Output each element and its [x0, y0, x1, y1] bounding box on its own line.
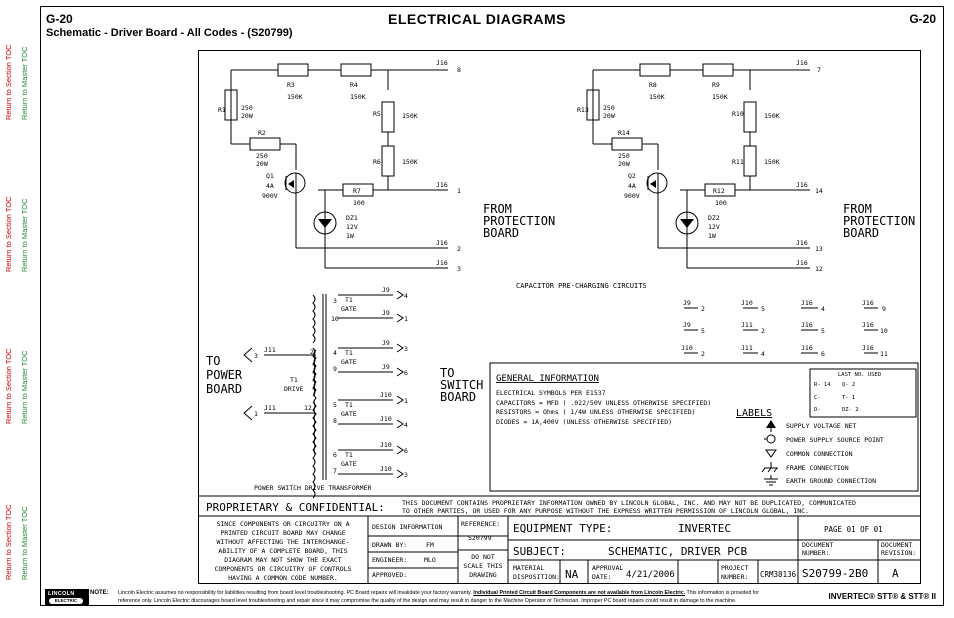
jumper-c3-conn: J16 [801, 344, 813, 352]
return-to-master-toc-link[interactable]: Return to Master TOC [20, 198, 29, 272]
j11-3-label: J11 [264, 346, 276, 354]
q1-label: Q1 [266, 172, 274, 180]
last-used-dz: DZ- 2 [842, 407, 859, 413]
jumper-a1-conn: J9 [683, 299, 691, 307]
gate-conn-b: J9 [382, 363, 390, 371]
document-revision-label: DOCUMENT [881, 541, 913, 549]
dz2-voltage: 12V [708, 223, 720, 231]
jumper-b2-pin: 2 [761, 327, 765, 335]
q2-voltage: 900V [624, 192, 640, 200]
primary-pin-2: 2 [310, 348, 314, 356]
page-number-left: G-20 [46, 12, 73, 26]
jumper-b1-conn: J9 [683, 321, 691, 329]
r1-watt: 20W [241, 112, 253, 120]
no-scale-line: DO NOT [471, 553, 495, 561]
engineer-label: ENGINEER: [372, 556, 408, 564]
jumper-c1-conn: J10 [681, 344, 693, 352]
footer-text-part: This information is provided for reference only. Lincoln Electric discourages board level troubleshooting and repair since it may compromise the quality of the design and may result in danger to the Machine Operator or Technician. Improper PC board repairs could result in damage to the machine. [118, 590, 759, 604]
board-label: BOARD [843, 226, 880, 240]
dz2-power: 1W [708, 232, 716, 240]
gate-conn-a: J9 [382, 339, 390, 347]
last-used-d: D- [814, 407, 821, 413]
proprietary-label: PROPRIETARY & CONFIDENTIAL: [206, 501, 385, 514]
schematic-svg [198, 50, 922, 584]
dz1-power: 1W [346, 232, 354, 240]
document-revision-value: A [892, 567, 899, 580]
r12-label: R12 [713, 187, 725, 195]
project-number-label: NUMBER: [721, 573, 749, 581]
gate-conn-b: J9 [382, 309, 390, 317]
jumper-a3-pin: 4 [821, 305, 825, 313]
document-revision-label: REVISION: [881, 549, 917, 557]
return-to-section-toc-link[interactable]: Return to Section TOC [4, 44, 13, 120]
r5-label: R5 [373, 110, 381, 118]
r8-value: 150K [649, 93, 665, 101]
j16-1-label: J16 [436, 181, 448, 189]
labels-title: LABELS [736, 408, 773, 419]
disclaimer-line: COMPONENTS OR CIRCUITRY OF CONTROLS [214, 565, 352, 573]
jumper-c4-pin: 11 [880, 350, 888, 358]
primary-pin-12: 12 [304, 404, 312, 412]
r6-label: R6 [373, 158, 381, 166]
gate-winding-1 [331, 286, 408, 323]
r10-label: R10 [732, 110, 744, 118]
j16-3-pin: 3 [457, 265, 461, 273]
project-number-value: CRM38136 [760, 570, 797, 579]
r3-label: R3 [287, 81, 295, 89]
reference-value: S20799 [468, 534, 492, 542]
r6-value: 150K [402, 158, 418, 166]
gate-conn-b: J10 [380, 415, 392, 423]
subject-label: SUBJECT: [513, 545, 566, 558]
r1-value: 250 [241, 104, 253, 112]
j16-7-pin: 7 [817, 66, 821, 74]
jumper-connections [681, 299, 888, 358]
from-label: FROM [483, 202, 512, 216]
document-number-value: S20799-2B0 [802, 567, 869, 580]
document-number-label: NUMBER: [802, 549, 830, 557]
j11-3-pin: 3 [254, 352, 258, 360]
jumper-c1-pin: 2 [701, 350, 705, 358]
r13-value: 250 [603, 104, 615, 112]
gate-winding-3 [333, 391, 408, 429]
footer-disclaimer [118, 589, 782, 605]
r2-watt: 20W [256, 160, 268, 168]
logo-text: LINCOLN [48, 591, 75, 597]
j16-14-label: J16 [796, 181, 808, 189]
disclaimer-line: DIAGRAM MAY NOT SHOW THE EXACT [224, 556, 342, 564]
page-subtitle: Schematic - Driver Board - All Codes - (S20799) [46, 27, 293, 39]
dz2-label: DZ2 [708, 214, 720, 222]
gate-conn-b-pin: 6 [404, 369, 408, 377]
general-info-line: ELECTRICAL SYMBOLS PER E1537 [496, 389, 606, 397]
product-name: INVERTEC® STT® & STT® II [828, 592, 936, 601]
label-item: SUPPLY VOLTAGE NET [786, 422, 857, 430]
return-to-master-toc-link[interactable]: Return to Master TOC [20, 350, 29, 424]
lincoln-electric-logo [45, 589, 89, 606]
no-scale-line: SCALE THIS [463, 562, 503, 570]
r12-value: 100 [715, 199, 727, 207]
r7-value: 100 [353, 199, 365, 207]
j16-3-label: J16 [436, 259, 448, 267]
gate-t1-label: T1 [345, 349, 353, 357]
design-info-label: DESIGN INFORMATION [372, 523, 443, 531]
jumper-b4-conn: J16 [862, 321, 874, 329]
return-to-master-toc-link[interactable]: Return to Master TOC [20, 46, 29, 120]
dz1-voltage: 12V [346, 223, 358, 231]
material-label: MATERIAL [513, 564, 545, 572]
footer-note-label: NOTE: [90, 590, 109, 596]
r7-label: R7 [353, 187, 361, 195]
gate-conn-b-pin: 4 [404, 421, 408, 429]
gate-winding-4 [333, 441, 408, 479]
gate-t1-label: T1 [345, 451, 353, 459]
gate-conn-a: J10 [380, 391, 392, 399]
transformer-caption: POWER SWITCH DRIVE TRANSFORMER [254, 484, 372, 492]
jumper-a2-conn: J10 [741, 299, 753, 307]
general-info-line: DIODES = 1A,400V (UNLESS OTHERWISE SPECIFIED) [496, 418, 673, 426]
return-to-master-toc-link[interactable]: Return to Master TOC [20, 506, 29, 580]
j11-1-label: J11 [264, 404, 276, 412]
jumper-c2-pin: 4 [761, 350, 765, 358]
gate-conn-b: J10 [380, 465, 392, 473]
jumper-c3-pin: 6 [821, 350, 825, 358]
r1-label: R1 [218, 106, 226, 114]
j16-7-label: J16 [796, 59, 808, 67]
gate-pin-a: 5 [333, 401, 337, 409]
supply-voltage-icon [766, 420, 776, 428]
material-value: NA [565, 568, 579, 581]
last-used-q: Q- 2 [842, 382, 856, 388]
switch-label: SWITCH [440, 378, 484, 392]
earth-ground-icon [764, 475, 778, 485]
page-title: ELECTRICAL DIAGRAMS [387, 11, 567, 27]
general-info-line: RESISTORS = Ohms ( 1/4W UNLESS OTHERWISE SPECIFIED) [496, 408, 696, 416]
gate-label: GATE [341, 305, 357, 313]
j16-12-pin: 12 [815, 265, 823, 273]
gate-winding-2 [333, 339, 408, 377]
to-label: TO [206, 354, 221, 368]
board-label: BOARD [483, 226, 520, 240]
gate-conn-a: J10 [380, 441, 392, 449]
label-item: FRAME CONNECTION [786, 464, 849, 472]
page-number-right: G-20 [909, 12, 936, 26]
last-used-table [814, 372, 881, 413]
r11-label: R11 [732, 158, 744, 166]
q1-current: 4A [266, 182, 274, 190]
gate-conn-b-pin: 1 [404, 315, 408, 323]
gate-label: GATE [341, 358, 357, 366]
r9-value: 150K [712, 93, 728, 101]
label-item: POWER SUPPLY SOURCE POINT [786, 436, 884, 444]
disclaimer-line: WITHOUT AFFECTING THE INTERCHANGE- [216, 538, 350, 546]
project-number-label: PROJECT [721, 564, 749, 572]
j16-2-pin: 2 [457, 245, 461, 253]
jumper-a4-pin: 9 [882, 305, 886, 313]
r3-value: 150K [287, 93, 303, 101]
disclaimer-line: HAVING A COMMON CODE NUMBER. [228, 574, 338, 582]
j16-2-label: J16 [436, 239, 448, 247]
return-to-section-toc-link[interactable]: Return to Section TOC [4, 504, 13, 580]
gate-label: GATE [341, 460, 357, 468]
gate-conn-a-pin: 4 [404, 292, 408, 300]
toc-sidebar [0, 0, 40, 618]
protection-label: PROTECTION [843, 214, 916, 228]
left-precharge-circuit [218, 59, 555, 273]
from-label: FROM [843, 202, 872, 216]
drive-label: DRIVE [284, 385, 304, 393]
general-information [496, 374, 711, 426]
r14-watt: 20W [618, 160, 630, 168]
r13-watt: 20W [603, 112, 615, 120]
last-used-title: LAST NO. USED [838, 372, 882, 378]
r5-value: 150K [402, 112, 418, 120]
footer-text-part: Lincoln Electric assumes no responsibility for liabilities resulting from board level troubleshooting. PC Board repairs will invalidate your factory warranty. [118, 590, 474, 596]
gate-conn-b-pin: 3 [404, 471, 408, 479]
j16-12-label: J16 [796, 259, 808, 267]
gate-conn-a-pin: 3 [404, 345, 408, 353]
last-used-r: R- 14 [814, 382, 831, 388]
equipment-type-label: EQUIPMENT TYPE: [513, 522, 613, 535]
labels-legend [736, 408, 884, 485]
return-to-section-toc-link[interactable]: Return to Section TOC [4, 348, 13, 424]
jumper-a1-pin: 2 [701, 305, 705, 313]
drawn-by-label: DRAWN BY: [372, 541, 408, 549]
j16-14-pin: 14 [815, 187, 823, 195]
gate-pin-a: 6 [333, 451, 337, 459]
approved-label: APPROVED: [372, 571, 408, 579]
drawn-by-value: FM [426, 541, 434, 549]
reference-label: REFERENCE: [461, 520, 501, 528]
subject-value: SCHEMATIC, DRIVER PCB [608, 545, 748, 558]
disclaimer-line: SINCE COMPONENTS OR CIRCUITRY ON A [216, 520, 350, 528]
gate-pin-a: 4 [333, 349, 337, 357]
engineer-value: MLO [424, 556, 436, 564]
board-label: BOARD [440, 390, 477, 404]
board-label: BOARD [206, 382, 243, 396]
approval-date-value: 4/21/2006 [626, 570, 675, 580]
material-label: DISPOSITION: [513, 573, 560, 581]
jumper-a4-conn: J16 [862, 299, 874, 307]
source-point-icon [767, 435, 775, 443]
footer-text-bold: Individual Printed Circuit Board Components are not available from Lincoln Electric. [473, 590, 686, 596]
frame-connection-icon [762, 462, 778, 472]
label-item: EARTH GROUND CONNECTION [786, 477, 877, 485]
gate-t1-label: T1 [345, 401, 353, 409]
protection-label: PROTECTION [483, 214, 556, 228]
document-number-label: DOCUMENT [802, 541, 834, 549]
proprietary-text: THIS DOCUMENT CONTAINS PROPRIETARY INFORMATION OWNED BY LINCOLN GLOBAL, INC. AND MAY NOT BE DUPLICATED, COMMUNICATED [402, 499, 856, 507]
schematic-drawing [198, 50, 922, 584]
gate-pin-b: 10 [331, 315, 339, 323]
gate-pin-b: 8 [333, 417, 337, 425]
jumper-b3-pin: 5 [821, 327, 825, 335]
r13-label: R13 [577, 106, 589, 114]
r2-value: 250 [256, 152, 268, 160]
j11-1-pin: 1 [254, 410, 258, 418]
q2-label: Q2 [628, 172, 636, 180]
label-item: COMMON CONNECTION [786, 450, 853, 458]
gate-conn-a-pin: 6 [404, 447, 408, 455]
logo-subtext: ELECTRIC [49, 598, 83, 604]
precharge-caption: CAPACITOR PRE-CHARGING CIRCUITS [516, 282, 647, 290]
equipment-type-value: INVERTEC [678, 522, 731, 535]
gate-pin-b: 7 [333, 467, 337, 475]
general-info-line: CAPACITORS = MFD ( .022/50V UNLESS OTHERWISE SPECIFIED) [496, 399, 712, 407]
last-used-c: C- [814, 395, 821, 401]
r8-label: R8 [649, 81, 657, 89]
jumper-b1-pin: 5 [701, 327, 705, 335]
proprietary-text: TO OTHER PARTIES, OR USED FOR ANY PURPOSE WITHOUT THE EXPRESS WRITTEN PERMISSION OF LINCOLN GLOBAL, INC. [402, 507, 809, 515]
j16-8-pin: 8 [457, 66, 461, 74]
to-label: TO [440, 366, 455, 380]
gate-t1-label: T1 [345, 296, 353, 304]
common-connection-icon [766, 450, 776, 457]
general-info-title: GENERAL INFORMATION [496, 374, 599, 384]
jumper-a2-pin: 5 [761, 305, 765, 313]
r9-label: R9 [712, 81, 720, 89]
j16-13-pin: 13 [815, 245, 823, 253]
jumper-c4-conn: J16 [862, 344, 874, 352]
drive-transformer [206, 286, 483, 498]
jumper-b2-conn: J11 [741, 321, 753, 329]
r2-label: R2 [258, 129, 266, 137]
q2-current: 4A [628, 182, 636, 190]
q1-voltage: 900V [262, 192, 278, 200]
r10-value: 150K [764, 112, 780, 120]
jumper-a3-conn: J16 [801, 299, 813, 307]
gate-conn-a: J9 [382, 286, 390, 294]
jumper-c2-conn: J11 [741, 344, 753, 352]
r14-value: 250 [618, 152, 630, 160]
gate-label: GATE [341, 410, 357, 418]
jumper-b4-pin: 10 [880, 327, 888, 335]
r11-value: 150K [764, 158, 780, 166]
last-used-t: T- 1 [842, 395, 856, 401]
right-precharge-circuit [577, 59, 915, 273]
r4-value: 150K [350, 93, 366, 101]
j16-8-label: J16 [436, 59, 448, 67]
jumper-b3-conn: J16 [801, 321, 813, 329]
gate-pin-b: 9 [333, 365, 337, 373]
approval-date-label: DATE: [592, 573, 612, 581]
j16-13-label: J16 [796, 239, 808, 247]
dz1-label: DZ1 [346, 214, 358, 222]
disclaimer-line: PRINTED CIRCUIT BOARD MAY CHANGE [220, 529, 346, 537]
j16-1-pin: 1 [457, 187, 461, 195]
approval-date-label: APPROVAL [592, 564, 624, 572]
gate-pin-a: 3 [333, 297, 337, 305]
disclaimer-line: ABILITY OF A COMPLETE BOARD, THIS [218, 547, 348, 555]
r4-label: R4 [350, 81, 358, 89]
r14-label: R14 [618, 129, 630, 137]
page-count: PAGE 01 OF 01 [824, 525, 883, 534]
t1-label: T1 [290, 376, 298, 384]
no-scale-line: DRAWING [469, 571, 497, 579]
return-to-section-toc-link[interactable]: Return to Section TOC [4, 196, 13, 272]
power-label: POWER [206, 368, 243, 382]
gate-conn-a-pin: 1 [404, 397, 408, 405]
